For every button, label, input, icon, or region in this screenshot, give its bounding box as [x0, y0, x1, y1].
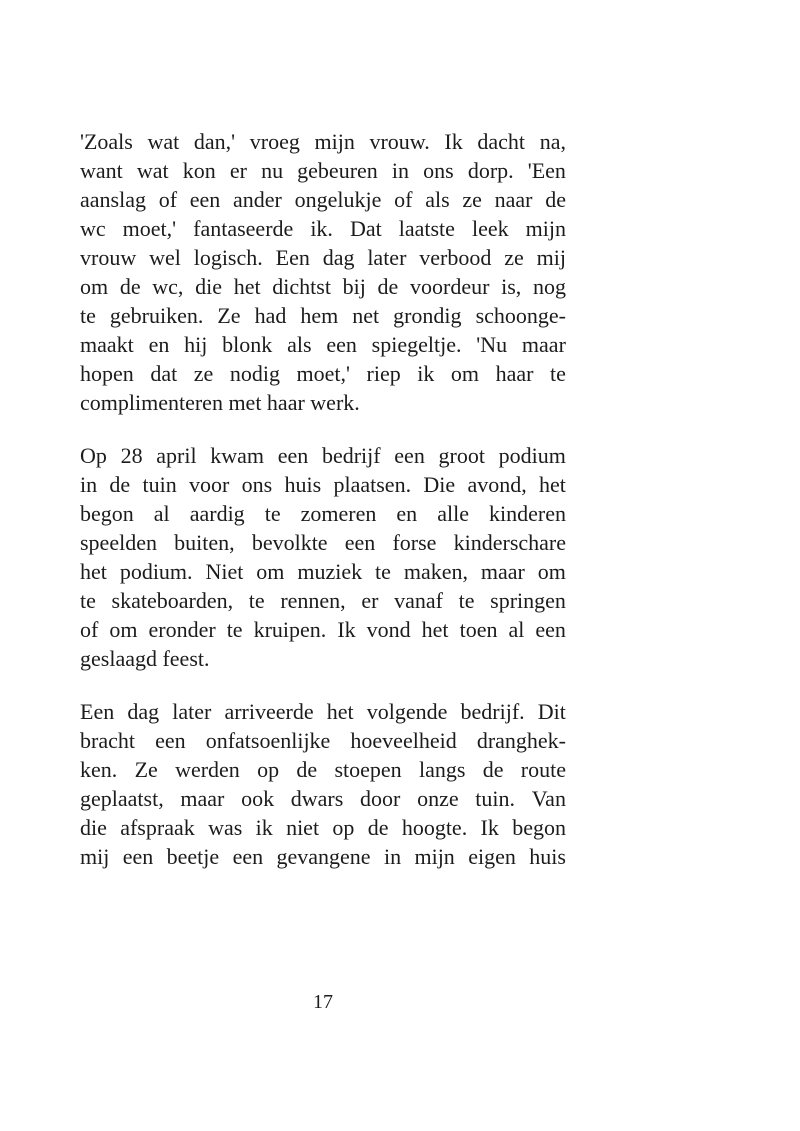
text-line [80, 755, 566, 784]
word: onze [417, 786, 459, 811]
word: groot [438, 443, 485, 468]
word: te [550, 361, 566, 386]
word: skateboarden, [111, 588, 234, 613]
word: in [391, 158, 410, 183]
word: de [482, 757, 504, 782]
word: podium [498, 443, 566, 468]
word: een [394, 443, 425, 468]
word: verbood [419, 245, 492, 270]
word: plaatsen. [333, 472, 412, 497]
word: zomeren [300, 501, 377, 526]
word: beetje [166, 844, 220, 869]
word: om [537, 559, 566, 584]
word: forse [392, 530, 437, 555]
word: had [254, 303, 287, 328]
word: hij [184, 332, 208, 357]
word: Ik [480, 815, 499, 840]
word: Een [275, 245, 310, 270]
word: huis [529, 844, 566, 869]
word: avond, [467, 472, 527, 497]
word: toen [459, 617, 498, 642]
word: om [80, 274, 109, 299]
word: Ik [337, 617, 356, 642]
word: ook [241, 786, 275, 811]
paragraph [80, 697, 566, 871]
word: dag [322, 245, 355, 270]
word: te [458, 588, 475, 613]
text-line [80, 214, 566, 243]
text-line [80, 557, 566, 586]
word: dwars [290, 786, 344, 811]
word: een [277, 443, 309, 468]
word: wc, [152, 274, 184, 299]
word: ze [462, 187, 482, 212]
word: ik. [310, 216, 333, 241]
text-line [80, 813, 566, 842]
paragraph [80, 441, 566, 673]
word: buiten, [174, 530, 235, 555]
word: ik [417, 361, 435, 386]
word: het [539, 472, 566, 497]
word: muziek [297, 559, 363, 584]
word: vrouw [80, 245, 137, 270]
word: een [326, 332, 357, 357]
word: Dit [537, 699, 566, 724]
word: mijn [414, 844, 455, 869]
word: leek [471, 216, 509, 241]
text-line [80, 697, 566, 726]
word: bedrijf [321, 443, 381, 468]
word: ongelukje [294, 187, 382, 212]
word: en [396, 501, 418, 526]
word: Die [423, 472, 456, 497]
word: er [361, 588, 379, 613]
word: kinderen [489, 501, 566, 526]
word: later [367, 245, 407, 270]
word: laatste [398, 216, 455, 241]
word: een [232, 844, 264, 869]
word: het [326, 699, 354, 724]
word: net [352, 303, 380, 328]
word: gebeuren [297, 158, 378, 183]
word: te [226, 617, 243, 642]
word: logisch. [193, 245, 263, 270]
text-line [80, 156, 566, 185]
word: te [80, 588, 96, 613]
text-line [80, 586, 566, 615]
word: mij [536, 245, 566, 270]
word: riep [366, 361, 401, 386]
word: Een [80, 699, 115, 724]
text-line [80, 499, 566, 528]
text-line: complimenteren met haar werk. [80, 390, 360, 415]
word: om [256, 559, 285, 584]
word: op [332, 815, 355, 840]
word: naar [494, 187, 533, 212]
word: ze [504, 245, 524, 270]
word: kwam [210, 443, 265, 468]
word: tuin. [475, 786, 516, 811]
word: een [155, 728, 186, 753]
word: aardig [189, 501, 245, 526]
word: ik [255, 815, 273, 840]
text-line [80, 127, 566, 156]
word: Niet [205, 559, 244, 584]
word: Op [80, 443, 107, 468]
word: volgende [366, 699, 448, 724]
word: Ze [217, 303, 241, 328]
word: langs [418, 757, 466, 782]
word: kinderschare [453, 530, 566, 555]
word: of [80, 617, 99, 642]
word: dorp. [467, 158, 514, 183]
word: wat [136, 158, 169, 183]
word: een [189, 187, 221, 212]
text-line [80, 528, 566, 557]
word: die [80, 815, 107, 840]
word: al [508, 617, 525, 642]
word: schoonge- [475, 303, 566, 328]
word: vrouw. [369, 129, 430, 154]
word: blonk [222, 332, 273, 357]
word: al [153, 501, 170, 526]
word: dat [150, 361, 178, 386]
text-line [80, 615, 566, 644]
word: niet [286, 815, 320, 840]
word: Van [531, 786, 566, 811]
word: de [367, 815, 389, 840]
text-line [80, 272, 566, 301]
word: als [287, 332, 312, 357]
text-line: geslaagd feest. [80, 646, 210, 671]
word: gebruiken. [109, 303, 204, 328]
word: dan,' [193, 129, 236, 154]
word: wc [80, 216, 106, 241]
word: bedrijf. [460, 699, 525, 724]
word: nu [261, 158, 284, 183]
word: moet,' [296, 361, 350, 386]
word: hem [300, 303, 339, 328]
word: huis [284, 472, 322, 497]
word: ken. [80, 757, 118, 782]
word: in [80, 472, 98, 497]
word: en [148, 332, 170, 357]
word: ons [423, 158, 454, 183]
word: in [383, 844, 402, 869]
word: bracht [80, 728, 135, 753]
word: fantaseerde [193, 216, 294, 241]
word: te [375, 559, 391, 584]
text-line [80, 784, 566, 813]
word: werden [175, 757, 240, 782]
word: als [425, 187, 450, 212]
text-line [80, 842, 566, 871]
word: om [109, 617, 138, 642]
word: 'Een [527, 158, 566, 183]
word: want [80, 158, 123, 183]
word: hopen [80, 361, 134, 386]
word: hoeveelheid [350, 728, 457, 753]
word: moet,' [122, 216, 177, 241]
word: tuin [142, 472, 177, 497]
word: podium. [119, 559, 193, 584]
text-line [80, 726, 566, 755]
word: dichtst [272, 274, 331, 299]
word: 'Nu [476, 332, 508, 357]
text-line [80, 441, 566, 470]
word: maken, [403, 559, 468, 584]
word: kruipen. [253, 617, 327, 642]
word: rennen, [280, 588, 346, 613]
word: ze [193, 361, 214, 386]
word: begon [512, 815, 566, 840]
word: te [264, 501, 281, 526]
word: grondig [393, 303, 462, 328]
word: alle [437, 501, 469, 526]
word: ons [241, 472, 273, 497]
word: het [80, 559, 107, 584]
word: aanslag [80, 187, 146, 212]
word: een [344, 530, 376, 555]
word: spiegeltje. [371, 332, 462, 357]
word: 'Zoals [80, 129, 133, 154]
word: hoogte. [401, 815, 468, 840]
word: vanaf [394, 588, 443, 613]
word: de [119, 274, 141, 299]
word: dacht [477, 129, 526, 154]
word: er [229, 158, 247, 183]
word: de [296, 757, 318, 782]
word: of [158, 187, 178, 212]
word: nog [532, 274, 566, 299]
word: het [233, 274, 261, 299]
word: dranghek- [476, 728, 566, 753]
word: mijn [314, 129, 355, 154]
word: ander [233, 187, 282, 212]
text-line [80, 185, 566, 214]
word: wat [147, 129, 180, 154]
word: begon [80, 501, 134, 526]
word: voordeur [410, 274, 490, 299]
word: die [195, 274, 222, 299]
word: door [360, 786, 401, 811]
word: vond [366, 617, 411, 642]
word: geplaatst, [80, 786, 164, 811]
word: Ze [134, 757, 158, 782]
word: Dat [349, 216, 382, 241]
word: is, [501, 274, 522, 299]
word: na, [539, 129, 566, 154]
text-line [80, 470, 566, 499]
word: was [208, 815, 243, 840]
word: Ik [444, 129, 463, 154]
word: of [394, 187, 413, 212]
word: om [450, 361, 480, 386]
word: voor [189, 472, 230, 497]
word: te [80, 303, 96, 328]
word: eigen [468, 844, 516, 869]
word: vroeg [249, 129, 300, 154]
word: maakt [80, 332, 134, 357]
text-line [80, 301, 566, 330]
word: de [377, 274, 399, 299]
text-block [80, 127, 566, 871]
word: onfatsoenlijke [205, 728, 331, 753]
word: 28 [120, 443, 143, 468]
word: op [257, 757, 280, 782]
word: dag [127, 699, 160, 724]
word: de [109, 472, 131, 497]
word: bevolkte [251, 530, 328, 555]
text-line [80, 330, 566, 359]
word: maar [180, 786, 225, 811]
word: wel [149, 245, 181, 270]
word: een [535, 617, 566, 642]
paragraph [80, 127, 566, 417]
word: bij [342, 274, 366, 299]
word: de [545, 187, 566, 212]
word: later [172, 699, 212, 724]
word: mijn [525, 216, 566, 241]
word: nodig [229, 361, 280, 386]
word: mij [80, 844, 110, 869]
word: te [248, 588, 265, 613]
text-line [80, 243, 566, 272]
word: een [122, 844, 154, 869]
text-line [80, 359, 566, 388]
page-number: 17 [313, 991, 333, 1013]
word: haar [495, 361, 534, 386]
word: april [156, 443, 197, 468]
word: route [520, 757, 566, 782]
word: gevangene [276, 844, 371, 869]
word: afspraak [120, 815, 195, 840]
word: maar [480, 559, 525, 584]
word: speelden [80, 530, 157, 555]
word: arriveerde [224, 699, 314, 724]
word: eronder [148, 617, 216, 642]
word: springen [490, 588, 566, 613]
word: maar [521, 332, 566, 357]
word: kon [182, 158, 216, 183]
word: het [421, 617, 449, 642]
word: stoepen [334, 757, 402, 782]
